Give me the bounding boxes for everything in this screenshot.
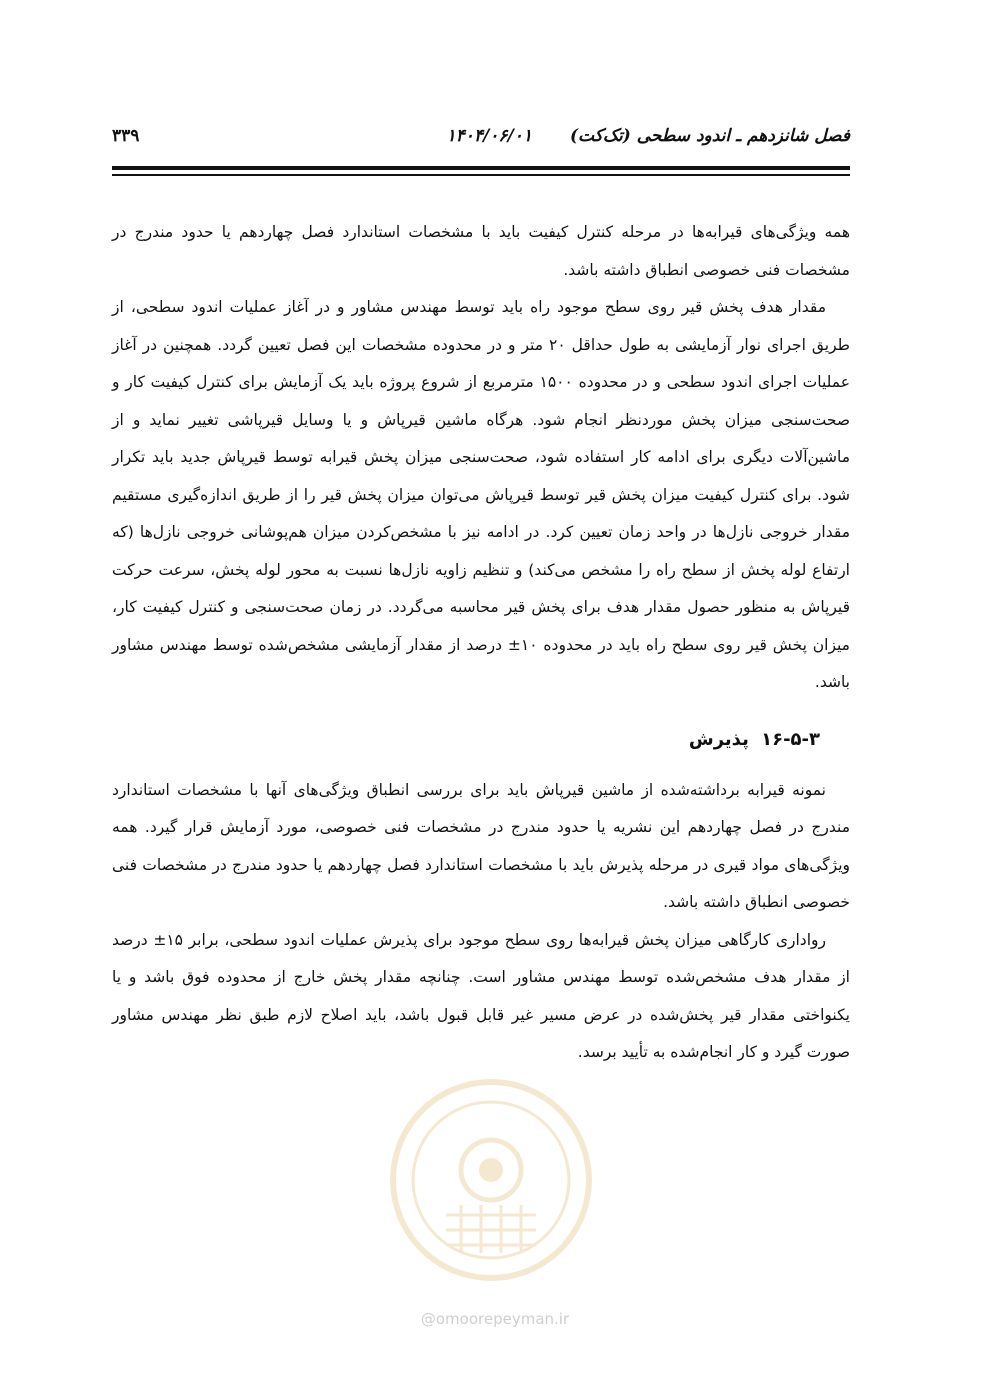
header-rule-thick (112, 166, 850, 170)
paragraph: رواداری کارگاهی میزان پخش قیرابه‌ها روی سطح موجود برای پذیرش عملیات اندود سطحی، برابر ۱۵± درصد از مقدار هدف مشخص‌شده توسط مهندس مشاور است. چنانچه مقدار پخش خارج از محدوده فوق باشد و یا یکنواختی مقدار قیر پخش‌شده در عرض مسیر غیر قابل قبول باشد، باید اصلاح لازم طبق نظر مهندس مشاور صورت گیرد و کار انجام‌شده به تأیید برسد. (112, 930, 850, 1061)
header-rule-thin (112, 174, 850, 176)
revision-date: ۱۴۰۴/۰۶/۰۱ (446, 126, 532, 146)
paragraph: نمونه قیرابه برداشته‌شده از ماشین قیرپاش باید برای بررسی انطباق ویژگی‌های آنها با مشخصات استاندارد مندرج در فصل چهاردهم این نشریه یا حدود مندرج در مشخصات فنی خصوصی، مورد آزمایش قرار گیرد. همه ویژگی‌های مواد قیری در مرحله پذیرش باید با مشخصات استاندارد فصل چهاردهم یا حدود مندرج در مشخصات فنی خصوصی انطباق داشته باشد. (112, 780, 850, 911)
watermark-url: @omoorepeyman.ir (420, 1310, 570, 1328)
section-number: ۱۶-۵-۳ (761, 728, 820, 750)
section-title: پذیرش (688, 728, 749, 750)
section-heading (112, 720, 850, 760)
paragraph: همه ویژگی‌های قیرابه‌ها در مرحله کنترل کیفیت باید با مشخصات استاندارد فصل چهاردهم یا حدود مندرج در مشخصات فنی خصوصی انطباق داشته باشد. (112, 223, 850, 279)
watermark-seal-icon (386, 1075, 596, 1285)
page-body (112, 214, 850, 1072)
page-number: ۳۳۹ (112, 126, 140, 146)
chapter-title: فصل شانزدهم ـ اندود سطحی (تک‌کت) (569, 126, 850, 146)
paragraph: مقدار هدف پخش قیر روی سطح موجود راه باید توسط مهندس مشاور و در آغاز عملیات اندود سطحی، از طریق اجرای نوار آزمایشی به طول حداقل ۲۰ متر و در محدوده مشخصات این فصل تعیین گردد. همچنین در آغاز عملیات اجرای اندود سطحی و در محدوده ۱۵۰۰ مترمربع از شروع پروژه باید یک آزمایش برای کنترل کیفیت کار و صحت‌سنجی میزان پخش موردنظر انجام شود. هرگاه ماشین قیرپاش و یا وسایل قیرپاشی تغییر نماید و از ماشین‌آلات دیگری برای ادامه کار استفاده شود، صحت‌سنجی میزان پخش قیرابه توسط قیرپاش جدید باید تکرار شود. برای کنترل کیفیت میزان پخش قیر توسط قیرپاش می‌توان میزان پخش قیر را از طریق اندازه‌گیری مستقیم مقدار خروجی نازل‌ها در واحد زمان تعیین کرد. در ادامه نیز با مشخص‌کردن میزان هم‌پوشانی خروجی نازل‌ها (که ارتفاع لوله پخش از سطح راه را مشخص می‌کند) و تنظیم زاویه نازل‌ها نسبت به محور لوله پخش، سرعت حرکت قیرپاش به منظور حصول مقدار هدف برای پخش قیر محاسبه می‌گردد. در زمان صحت‌سنجی و کنترل کیفیت کار، میزان پخش قیر روی سطح راه باید در محدوده ۱۰± درصد از مقدار آزمایشی مشخص‌شده توسط مهندس مشاور باشد. (112, 298, 851, 691)
running-header (112, 126, 850, 156)
